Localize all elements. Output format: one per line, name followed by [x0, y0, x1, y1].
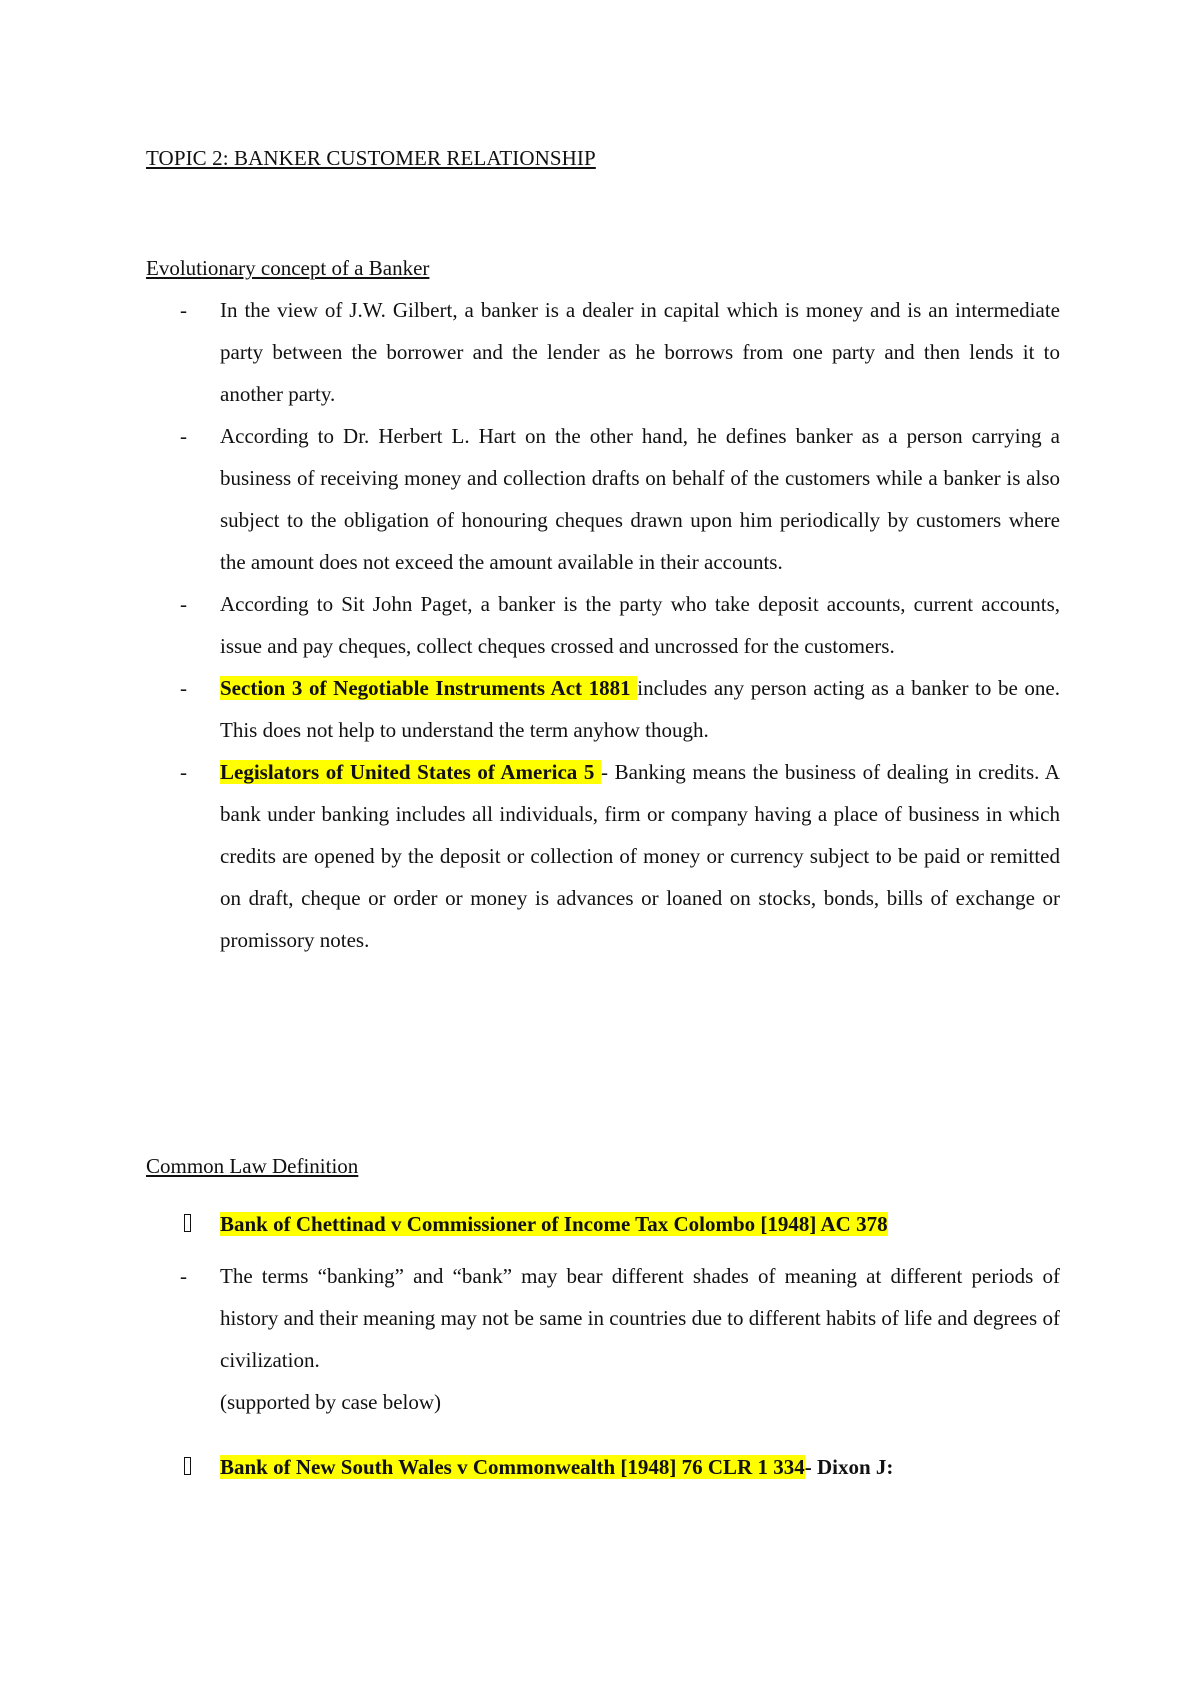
- list-item-text: According to Sit John Paget, a banker is the party who take deposit accounts, current accounts, issue and pay cheques, collect cheques crossed and uncrossed for the customers.: [220, 592, 1060, 658]
- square-bullet-icon: [184, 1214, 191, 1232]
- common-law-list: [180, 1255, 1060, 1423]
- list-item: [180, 667, 1060, 751]
- case-judge: - Dixon J:: [804, 1455, 894, 1479]
- list-item-text: [220, 667, 1060, 751]
- bullet-dash: -: [180, 592, 187, 616]
- list-item-text: In the view of J.W. Gilbert, a banker is a dealer in capital which is money and is an intermediate party between the borrower and the lender as he borrows from one party and then lends it to another party.: [220, 298, 1060, 406]
- note-text: (supported by case below): [220, 1390, 442, 1414]
- case-citation: [184, 1208, 1064, 1240]
- bullet-dash: -: [180, 424, 187, 448]
- highlighted-statute: Section 3 of Negotiable Instruments Act 1881: [220, 676, 638, 700]
- bullet-dash: -: [180, 676, 187, 700]
- list-item: [180, 751, 1060, 961]
- list-item: [180, 415, 1060, 583]
- evolutionary-list: [180, 289, 1060, 961]
- list-item-body: includes any person acting as a banker to be one. This does not help to understand the term anyhow though.: [220, 676, 1060, 742]
- highlighted-legislation: Legislators of United States of America 5: [220, 760, 602, 784]
- section-heading-common-law: Common Law Definition: [146, 1154, 359, 1178]
- list-item-body: - Banking means the business of dealing in credits. A bank under banking includes all individuals, firm or company having a place of business in which credits are opened by the deposit or collection of money or currency subject to be paid or remitted on draft, cheque or order or money is advances or loaned on stocks, bonds, bills of exchange or promissory notes.: [220, 760, 1060, 952]
- page-title: TOPIC 2: BANKER CUSTOMER RELATIONSHIP: [146, 146, 596, 170]
- list-item: [180, 583, 1060, 667]
- list-item-text: [220, 751, 1060, 961]
- list-item-text: The terms “banking” and “bank” may bear different shades of meaning at different periods of history and their meaning may not be same in countries due to different habits of life and degrees of civilization.: [220, 1264, 1060, 1372]
- bullet-dash: -: [180, 1264, 187, 1288]
- list-item: [180, 289, 1060, 415]
- square-bullet-icon: [184, 1457, 191, 1475]
- case-name-new-south-wales: Bank of New South Wales v Commonwealth [1948] 76 CLR 1 334: [220, 1455, 805, 1479]
- section-heading-evolutionary: Evolutionary concept of a Banker: [146, 256, 430, 280]
- list-item-text: According to Dr. Herbert L. Hart on the other hand, he defines banker as a person carrying a business of receiving money and collection drafts on behalf of the customers while a banker is also subject to the obligation of honouring cheques drawn upon him periodically by customers where the amount does not exceed the amount available in their accounts.: [220, 424, 1060, 574]
- bullet-dash: -: [180, 298, 187, 322]
- list-item: [180, 1255, 1060, 1423]
- bullet-dash: -: [180, 760, 187, 784]
- case-citation: [184, 1451, 1064, 1483]
- case-name-chettinad: Bank of Chettinad v Commissioner of Income Tax Colombo [1948] AC 378: [220, 1212, 888, 1236]
